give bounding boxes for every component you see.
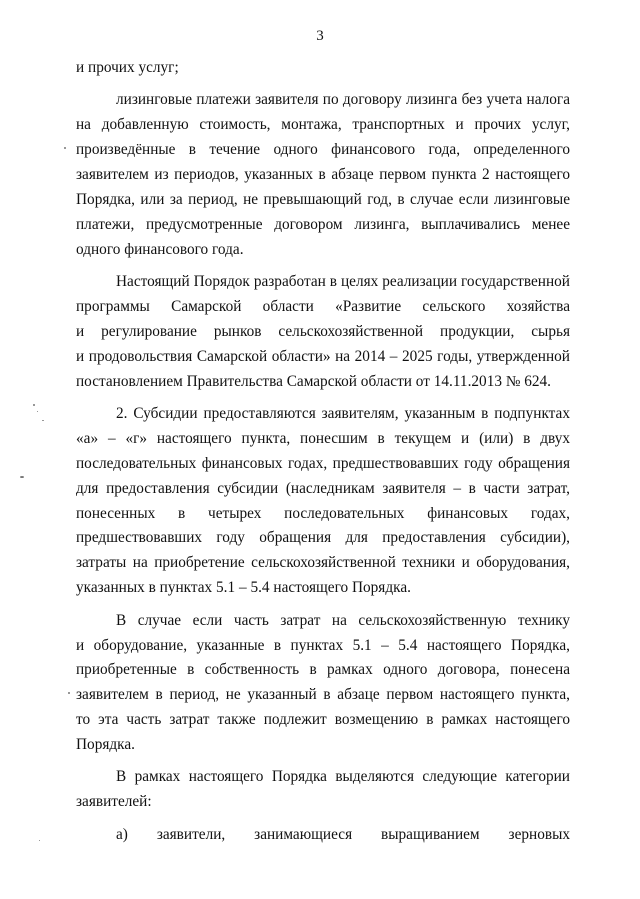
paragraph [76,88,570,262]
scan-speck [68,692,70,694]
text-line: произведённые в течение одного финансового года, определенного [76,141,570,159]
text-line: В случае если часть затрат на сельскохозяйственную технику [116,611,570,629]
scan-speck [39,840,40,841]
text-line: а) заявители, занимающиеся выращиванием зерновых [116,825,570,843]
text-line: В рамках настоящего Порядка выделяются следующие категории [116,768,570,786]
text-line: на добавленную стоимость, монтажа, транспортных и прочих услуг, [76,116,570,134]
scan-speck [37,411,38,412]
text-line: и продовольствия Самарской области» на 2014 – 2025 годы, утвержденной [76,347,570,365]
text-line: и оборудование, указанные в пунктах 5.1 – 5.4 настоящего Порядка, [76,636,570,654]
text-line: Порядка, или за период, не превышающий год, в случае если лизинговые [76,190,570,208]
text-line: «а» – «г» настоящего пункта, понесшим в текущем и (или) в двух [76,429,570,447]
scan-speck [20,476,24,478]
text-line: то эта часть затрат также подлежит возмещению в рамках настоящего [76,711,570,729]
paragraph [76,402,570,601]
text-line: для предоставления субсидии (наследникам заявителя – в части затрат, [76,479,570,497]
text-line: одного финансового года. [76,240,244,258]
scan-speck [33,404,35,406]
paragraph [76,765,570,815]
text-line: программы Самарской области «Развитие сельского хозяйства [76,297,570,315]
text-line: приобретенные в собственность в рамках одного договора, понесена [76,661,570,679]
paragraph [76,609,570,758]
paragraph [76,270,570,395]
text-line: Порядка. [76,736,135,754]
text-line: последовательных финансовых годах, предшествовавших году обращения [76,454,570,472]
text-line: Настоящий Порядок разработан в целях реализации государственной [116,273,570,291]
text-line: 2. Субсидии предоставляются заявителям, указанным в подпунктах [116,404,570,422]
text-line: и прочих услуг; [76,59,179,76]
text-line: понесенных в четырех последовательных финансовых годах, [76,504,570,522]
text-line: заявителем в период, не указанный в абзаце первом настоящего пункта, [76,686,570,704]
text-line: заявителем из периодов, указанных в абзаце первом пункта 2 настоящего [76,166,570,184]
page-number: 3 [316,28,324,44]
text-line: предшествовавших году обращения для предоставления субсидии), [76,529,570,547]
text-line: указанных в пунктах 5.1 – 5.4 настоящего Порядка. [76,579,411,597]
text-line: заявителей: [76,793,152,811]
scan-speck [64,147,66,149]
text-line: лизинговые платежи заявителя по договору лизинга без учета налога [116,91,570,109]
text-line: платежи, предусмотренные договором лизинга, выплачивались менее [76,215,570,233]
text-line: постановлением Правительства Самарской области от 14.11.2013 № 624. [76,372,552,390]
scan-speck [42,420,44,421]
paragraph [76,56,570,81]
paragraph [76,823,570,848]
text-line: и регулирование рынков сельскохозяйственной продукции, сырья [76,322,570,340]
text-line: затраты на приобретение сельскохозяйственной техники и оборудования, [76,554,570,572]
document-body [76,56,570,855]
